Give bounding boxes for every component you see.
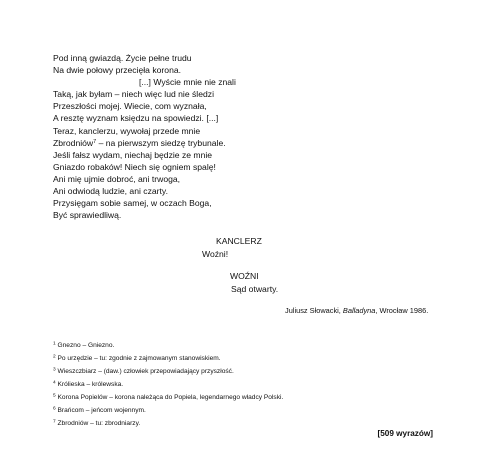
speaker-kanclerz: KANCLERZ bbox=[216, 236, 262, 246]
poem-line: Ani mię ujmie dobroć, ani trwoga, bbox=[53, 173, 181, 184]
poem-line: Być sprawiedliwą. bbox=[53, 210, 122, 221]
source-title: Balladyna bbox=[342, 306, 376, 315]
poem-line: Przysięgam sobie samej, w oczach Boga, bbox=[53, 198, 212, 209]
poem-line: A resztę wyznam księdzu na spowiedzi. [...] bbox=[53, 113, 219, 124]
poem-line: Taką, jak byłam – niech więc lud nie śledzi bbox=[53, 89, 214, 100]
word-count: [509 wyrazów] bbox=[377, 429, 433, 438]
footnote-item: $^7$ Zbrodniów – tu: zbrodniarzy. bbox=[53, 419, 141, 427]
poem-line: Pod inną gwiazdą. Życie pełne trudu bbox=[53, 53, 192, 63]
footnotes bbox=[53, 339, 283, 430]
poem-line: Jeśli fałsz wydam, niechaj będzie ze mnie bbox=[53, 149, 213, 160]
footnote-item: $^6$ Brańcom – jeńcom wojennym. bbox=[53, 406, 146, 414]
poem-line: Teraz, kanclerzu, wywołaj przede mnie bbox=[53, 125, 201, 136]
poem-line: Przeszłości mojej. Wiecie, com wyznała, bbox=[53, 101, 207, 112]
footnote-item: $^3$ Wieszczbiarz – (daw.) człowiek przepowiadający przyszłość. bbox=[53, 367, 234, 375]
footnote-item: $^1$ Gnezno – Gniezno. bbox=[53, 341, 115, 349]
poem-line: Gniazdo robaków! Niech się ogniem spalę! bbox=[53, 161, 216, 172]
footnote-ref: 7 bbox=[93, 138, 97, 145]
poem-line: Na dwie połowy przecięła korona. bbox=[53, 65, 182, 76]
source-citation: Juliusz Słowacki, Balladyna, Wrocław 1986. bbox=[285, 306, 429, 315]
footnote-item: $^2$ Po urzędzie – tu: zgodnie z zajmowanym stanowiskiem. bbox=[53, 354, 221, 362]
footnote-item: $^4$ Królieska – królewska. bbox=[53, 380, 124, 388]
poem-line: Ani odwiodą ludzie, ani czarty. bbox=[53, 186, 168, 197]
poem-line: [...] Wyście mnie nie znali bbox=[139, 77, 236, 88]
speaker-line-wozni: Sąd otwarty. bbox=[231, 284, 279, 294]
speaker-wozni: WOŹNI bbox=[230, 271, 259, 281]
poem-line: Zbrodniów$^7$ – na pierwszym siedzę trybunale. bbox=[53, 137, 226, 148]
poem-fragment bbox=[53, 52, 236, 221]
footnote-item: $^5$ Korona Popielów – korona należąca do Popiela, legendarnego władcy Polski. bbox=[53, 393, 284, 401]
speaker-line-kanclerz: Woźni! bbox=[202, 249, 229, 259]
